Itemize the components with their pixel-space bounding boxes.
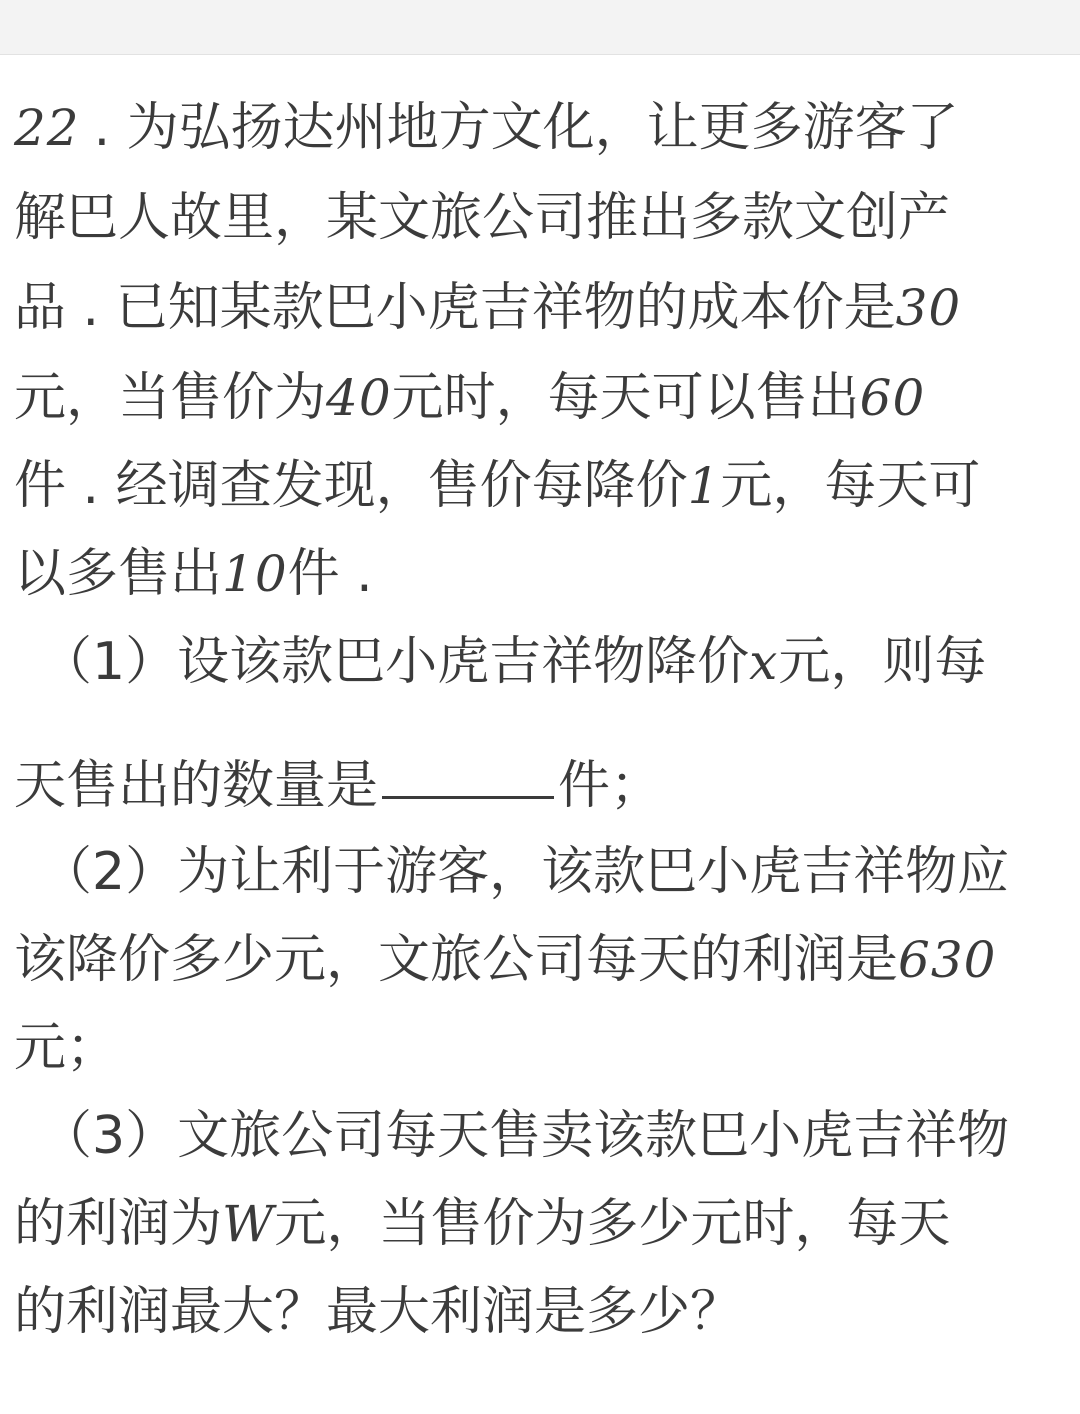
- part2-line-1: [40, 842, 1010, 902]
- cost-value: 30: [895, 279, 962, 337]
- sold-value: 60: [859, 369, 926, 427]
- part1-line-2: [14, 756, 663, 816]
- answer-blank: [382, 794, 554, 799]
- intro-text-3: 品 . 已知某款巴小虎吉祥物的成本价是: [14, 278, 896, 338]
- intro-text-5: 元时，每天可以售出: [391, 368, 860, 428]
- part3-label: （3）: [40, 1106, 178, 1166]
- intro-text-8: 以多售出: [14, 544, 223, 604]
- part2-text-1: 为让利于游客，该款巴小虎吉祥物应: [177, 842, 1010, 902]
- intro-text-1: . 为弘扬达州地方文化，让更多游客了: [93, 98, 959, 158]
- problem-number: 22: [14, 99, 80, 157]
- part1-text-c: 天售出的数量是: [14, 756, 379, 816]
- part3-line-3: [14, 1282, 743, 1342]
- var-x: x: [749, 633, 779, 691]
- part1-label: （1）: [40, 632, 178, 692]
- drop-value: 1: [687, 457, 721, 515]
- part3-text-2b: 元，当售价为多少元时，每天: [274, 1194, 951, 1254]
- part3-text-2a: 的利润为: [14, 1194, 223, 1254]
- intro-text-7: 元，每天可: [720, 456, 981, 516]
- part3-line-1: [40, 1106, 1010, 1166]
- profit-target-value: 630: [898, 931, 997, 989]
- intro-line-1: [14, 98, 959, 158]
- var-w: W: [222, 1195, 275, 1253]
- intro-text-6: 件 . 经调查发现，售价每降价: [14, 456, 688, 516]
- intro-line-4: [14, 368, 926, 428]
- part2-line-3: [14, 1018, 119, 1078]
- part1-text-d: 件；: [558, 756, 663, 816]
- part3-text-3: 的利润最大？最大利润是多少？: [14, 1282, 743, 1342]
- extra-value: 10: [222, 545, 288, 603]
- intro-line-2: [14, 188, 951, 248]
- intro-text-4: 元，当售价为: [14, 368, 327, 428]
- intro-line-3: [14, 278, 962, 338]
- part2-text-2: 该降价多少元，文旅公司每天的利润是: [14, 930, 899, 990]
- intro-line-6: [14, 544, 373, 604]
- part3-text-1: 文旅公司每天售卖该款巴小虎吉祥物: [177, 1106, 1010, 1166]
- part2-text-3: 元；: [14, 1018, 119, 1078]
- top-strip: [0, 0, 1080, 55]
- part2-label: （2）: [40, 842, 178, 902]
- part1-line-1: [40, 632, 987, 692]
- problem-document: [0, 54, 1080, 1414]
- part1-text-a: 设该款巴小虎吉祥物降价: [177, 632, 750, 692]
- intro-text-9: 件 .: [287, 544, 373, 604]
- part3-line-2: [14, 1194, 951, 1254]
- intro-line-5: [14, 456, 981, 516]
- intro-text-2: 解巴人故里，某文旅公司推出多款文创产: [14, 188, 951, 248]
- part2-line-2: [14, 930, 997, 990]
- price-value: 40: [326, 369, 392, 427]
- part1-text-b: 元，则每: [778, 632, 987, 692]
